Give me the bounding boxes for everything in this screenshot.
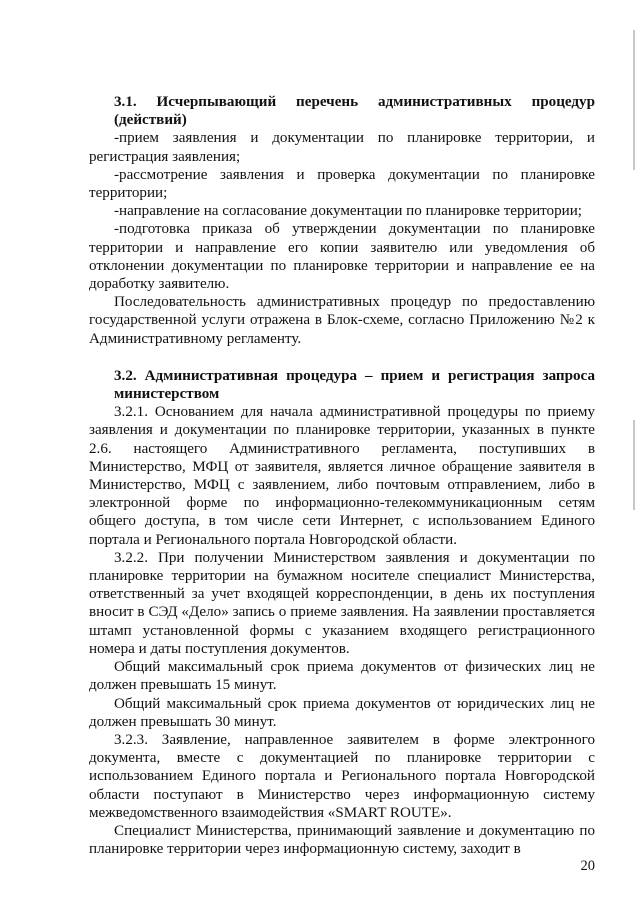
paragraph: 3.2.3. Заявление, направленное заявителем в форме электронного документа, вместе с документацией по планировке территории с использованием Единого портала и Регионального портала Новгородской области поступают в Министерство через информационную систему межведомственного взаимодействия «SMART ROUTE». — [89, 731, 595, 821]
page-number: 20 — [580, 858, 595, 874]
section-heading-3-2: 3.2. Административная процедура – прием и регистрация запроса министерством — [114, 367, 595, 403]
list-item: -направление на согласование документации по планировке территории; — [114, 203, 582, 220]
scan-edge-mark — [633, 420, 635, 510]
list-item: -подготовка приказа об утверждении документации по планировке территории и направление его копии заявителю или уведомления об отклонении документации по планировке территории и направление ее на доработку заявителю. — [89, 221, 595, 293]
paragraph: Общий максимальный срок приема документов от юридических лиц не должен превышать 30 минут. — [89, 695, 595, 730]
section-spacer — [89, 348, 595, 367]
paragraph: 3.2.2. При получении Министерством заявления и документации по планировке территории на бумажном носителе специалист Министерства, ответственный за учет входящей корреспонденции, в день их поступления вносит в СЭД «Дело» запись о приеме заявления. На заявлении проставляется штамп установленной формы с указанием входящего регистрационного номера и даты поступления документов. — [89, 549, 595, 657]
paragraph: Общий максимальный срок приема документов от физических лиц не должен превышать 15 минут. — [89, 659, 595, 694]
section-heading-3-1: 3.1. Исчерпывающий перечень административных процедур (действий) — [114, 94, 595, 129]
scan-edge-mark — [633, 30, 635, 170]
paragraph: Последовательность административных процедур по предоставлению государственной услуги отражена в Блок-схеме, согласно Приложению №2 к Административному регламенту. — [89, 294, 595, 347]
list-item: -прием заявления и документации по планировке территории, и регистрация заявления; — [89, 130, 595, 165]
list-item: -рассмотрение заявления и проверка документации по планировке территории; — [89, 166, 595, 202]
paragraph: 3.2.1. Основанием для начала административной процедуры по приему заявления и документации по планировке территории, указанных в пункте 2.6. настоящего Административного регламента, поступивших в Министерство, МФЦ от заявителя, является личное обращение заявителя в Министерство, МФЦ с заявлением, либо почтовым отправлением, либо в электронной форме по информационно-телекоммуникационным сетям общего доступа, в том числе сети Интернет, с использованием Единого портала и Регионального портала Новгородской области. — [89, 404, 595, 548]
document-body — [89, 93, 595, 858]
paragraph: Специалист Министерства, принимающий заявление и документацию по планировке территории через информационную систему, заходит в — [89, 822, 595, 858]
